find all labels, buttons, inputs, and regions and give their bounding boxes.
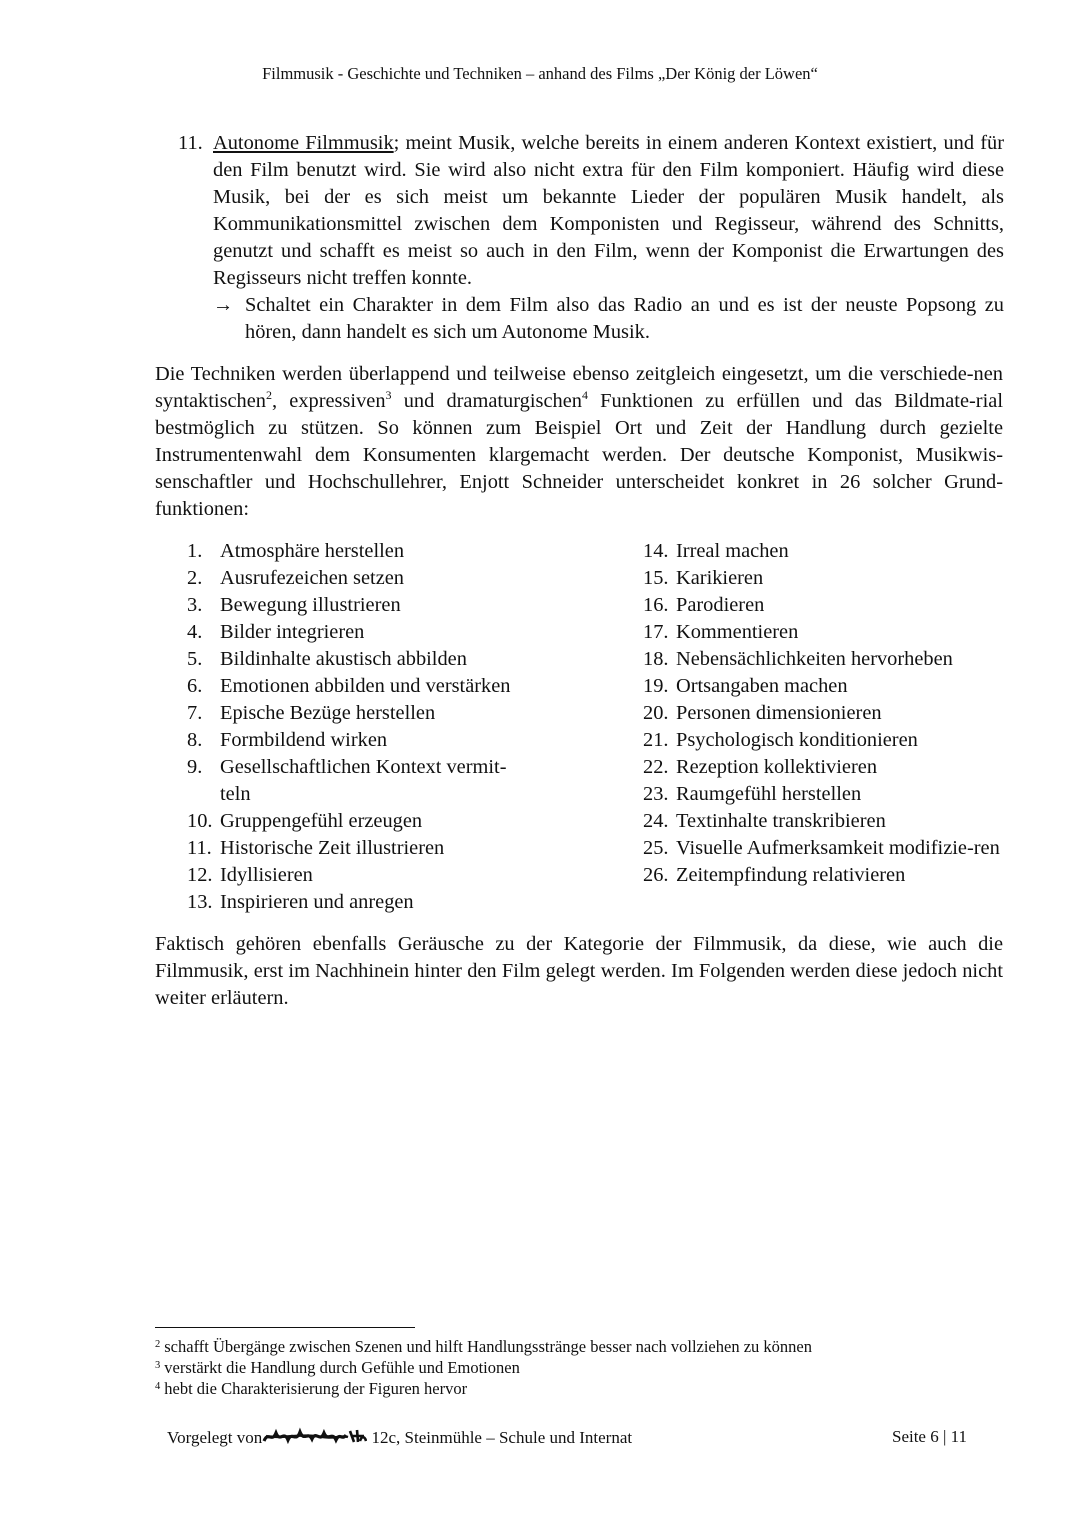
list-number: 6. [187, 675, 203, 697]
list-item-autonome-filmmusik [178, 130, 1004, 346]
list-label: Bewegung illustrieren [220, 594, 401, 616]
function-list-item [187, 808, 537, 835]
list-number: 2. [187, 567, 203, 589]
function-list-item [187, 727, 537, 754]
paragraph-techniken [155, 361, 1003, 523]
footnote-3 [155, 1357, 520, 1378]
list-label: Bildinhalte akustisch abbilden [220, 648, 467, 670]
list-number: 9. [187, 756, 203, 778]
function-list-item [187, 889, 537, 916]
function-list-item [643, 862, 1003, 889]
list-number: 16. [643, 594, 669, 616]
list-label: Kommentieren [676, 621, 799, 643]
function-list-item [643, 619, 1003, 646]
footnote-mark: 2 [155, 1339, 161, 1350]
footnote-ref: 4 [581, 388, 588, 402]
list-number: 20. [643, 702, 669, 724]
paragraph-text: Funktionen zu erfüllen und das Bildmate-rial bestmöglich zu stützen. So können zum Beispiel Ort und Zeit der Handlung durch gezielte Instrumentenwahl dem Konsumenten klargemacht werden. Der deutsche Komponist, Musikwis-senschaftler und Hochschullehrer, Enjott Schneider unterscheidet konkret in 26 solcher Grund-funktionen: [155, 390, 1003, 520]
function-list-item [187, 754, 537, 808]
list-number: 15. [643, 567, 669, 589]
term-autonome-filmmusik: Autonome Filmmusik [213, 132, 394, 154]
list-number: 10. [187, 810, 213, 832]
footnote-text: schafft Übergänge zwischen Szenen und hilft Handlungsstränge besser nach vollziehen zu können [164, 1337, 812, 1356]
list-number: 4. [187, 621, 203, 643]
function-list-item [187, 565, 537, 592]
list-number: 26. [643, 864, 669, 886]
footnote-4 [155, 1378, 467, 1399]
list-label: Emotionen abbilden und verstärken [220, 675, 511, 697]
footer-suffix: 12c, Steinmühle – Schule und Internat [367, 1428, 633, 1447]
function-list-item [187, 619, 537, 646]
function-list-item [187, 862, 537, 889]
list-number: 8. [187, 729, 203, 751]
list-number: 7. [187, 702, 203, 724]
list-label: Parodieren [676, 594, 765, 616]
paragraph-text: und dramaturgischen [391, 390, 582, 412]
list-label: Formbildend wirken [220, 729, 388, 751]
function-list-item [187, 538, 537, 565]
list-number: 18. [643, 648, 669, 670]
list-label: Rezeption kollektivieren [676, 756, 878, 778]
list-number: 22. [643, 756, 669, 778]
function-list-item [187, 646, 537, 673]
list-label: Inspirieren und anregen [220, 891, 414, 913]
list-label: Irreal machen [676, 540, 789, 562]
list-number: 1. [187, 540, 203, 562]
function-list-item [643, 538, 1003, 565]
list-number: 3. [187, 594, 203, 616]
function-list-item [643, 565, 1003, 592]
functions-list-right [643, 538, 1003, 889]
function-list-item [643, 592, 1003, 619]
arrow-note-text: Schaltet ein Charakter in dem Film also das Radio an und es ist der neuste Popsong zu hören, dann handelt es sich um Autonome Musik. [245, 294, 1004, 343]
page-number: Seite 6 | 11 [891, 1427, 967, 1446]
function-list-item [643, 781, 1003, 808]
list-number: 5. [187, 648, 203, 670]
function-list-item [643, 673, 1003, 700]
list-label: Karikieren [676, 567, 764, 589]
list-label: Personen dimensionieren [676, 702, 882, 724]
arrow-icon: → [213, 294, 234, 316]
list-label: Ortsangaben machen [676, 675, 848, 697]
list-label: Historische Zeit illustrieren [220, 837, 445, 859]
list-number: 24. [643, 810, 669, 832]
list-label: Zeitempfindung relativieren [676, 864, 906, 886]
list-label: Raumgefühl herstellen [676, 783, 862, 805]
list-label: Bilder integrieren [220, 621, 365, 643]
list-label: Visuelle Aufmerksamkeit modifizie-ren [676, 837, 1000, 859]
function-list-item [187, 700, 537, 727]
function-list-item [643, 700, 1003, 727]
list-label: Textinhalte transkribieren [676, 810, 886, 832]
footer-prefix: Vorgelegt von [167, 1428, 263, 1447]
footnote-ref: 3 [385, 388, 392, 402]
list-label: Gesellschaftlichen Kontext vermit-teln [220, 756, 507, 805]
list-number: 12. [187, 864, 213, 886]
list-number: 19. [643, 675, 669, 697]
list-label: Idyllisieren [220, 864, 313, 886]
function-list-item [643, 754, 1003, 781]
list-label: Epische Bezüge herstellen [220, 702, 436, 724]
paragraph-text: Die Techniken werden überlappend und teilweise ebenso zeitgleich eingesetzt, um die verschiede-nen syntaktischen [155, 363, 1003, 412]
function-list-item [187, 673, 537, 700]
footnote-ref: 2 [266, 388, 272, 402]
list-number: 21. [643, 729, 669, 751]
page-footer [167, 1427, 967, 1448]
function-list-item [643, 808, 1003, 835]
paragraph-geraeusche [155, 931, 1003, 1012]
function-list-item [643, 646, 1003, 673]
list-label: Ausrufezeichen setzen [220, 567, 404, 589]
redacted-name-scribble [262, 1427, 367, 1446]
list-label: Nebensächlichkeiten hervorheben [676, 648, 953, 670]
list-number: 11. [187, 837, 212, 859]
function-list-item [643, 727, 1003, 754]
item-number: 11. [178, 132, 203, 154]
footnote-mark: 4 [155, 1381, 161, 1392]
arrow-note [213, 292, 1004, 346]
list-number: 25. [643, 837, 669, 859]
paragraph-text: Faktisch gehören ebenfalls Geräusche zu der Kategorie der Filmmusik, da diese, wie auch die Filmmusik, erst im Nachhinein hinter den Film gelegt werden. Im Folgenden werden diese jedoch nicht weiter erläutern. [155, 933, 1003, 1009]
list-label: Atmosphäre herstellen [220, 540, 405, 562]
functions-list-left [187, 538, 537, 916]
list-label: Gruppengefühl erzeugen [220, 810, 423, 832]
footnote-2 [155, 1336, 812, 1357]
list-number: 23. [643, 783, 669, 805]
paragraph-text: , expressiven [272, 390, 386, 412]
footnote-divider [155, 1327, 415, 1328]
item-text: ; meint Musik, welche bereits in einem anderen Kontext existiert, und für den Film benutzt wird. Sie wird also nicht extra für den Film komponiert. Häufig wird diese Musik, bei der es sich meist um bekannte Lieder der populären Musik handelt, als Kommunikationsmittel zwischen dem Komponisten und Regisseur, während des Schnitts, genutzt und schafft es meist so auch in den Film, wenn der Komponist die Erwartungen des Regisseurs nicht treffen konnte. [213, 132, 1004, 289]
page-header: Filmmusik - Geschichte und Techniken – anhand des Films „Der König der Löwen“ [262, 64, 818, 83]
list-number: 14. [643, 540, 669, 562]
list-number: 17. [643, 621, 669, 643]
function-list-item [187, 592, 537, 619]
list-label: Psychologisch konditionieren [676, 729, 918, 751]
footnote-text: verstärkt die Handlung durch Gefühle und Emotionen [164, 1358, 520, 1377]
footnote-text: hebt die Charakterisierung der Figuren hervor [164, 1379, 468, 1398]
item-body [213, 130, 1004, 292]
function-list-item [187, 835, 537, 862]
list-number: 13. [187, 891, 213, 913]
footnote-mark: 3 [155, 1360, 161, 1371]
function-list-item [643, 835, 1003, 862]
